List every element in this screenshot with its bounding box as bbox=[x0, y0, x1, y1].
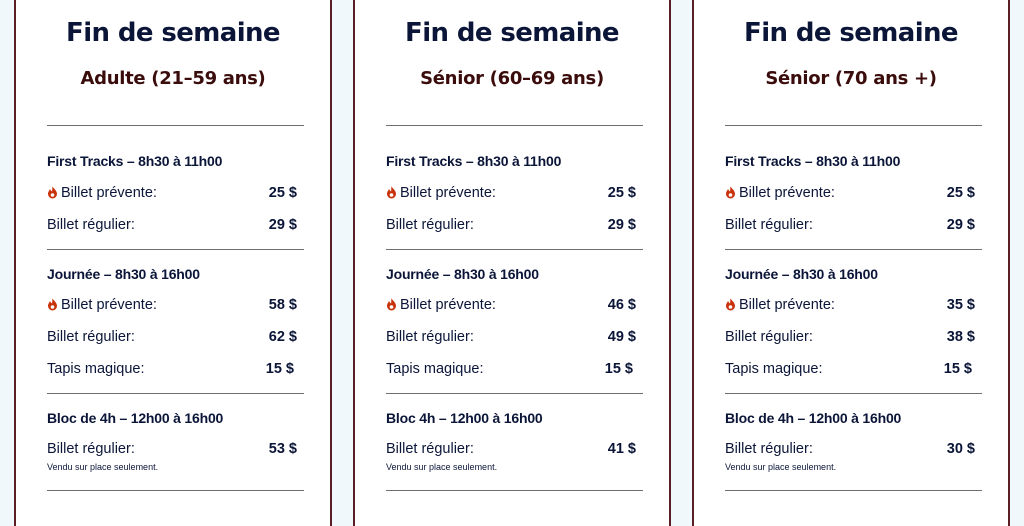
row-label: Billet régulier: bbox=[47, 441, 135, 457]
divider bbox=[386, 490, 643, 491]
divider bbox=[725, 393, 982, 394]
row-label bbox=[725, 297, 835, 313]
fire-icon bbox=[386, 298, 397, 311]
row-price: 29 $ bbox=[268, 217, 297, 233]
row-label bbox=[47, 297, 157, 313]
pricing-card-senior-60-69 bbox=[353, 0, 671, 526]
row-price: 25 $ bbox=[607, 185, 636, 201]
section-heading-journee: Journée – 8h30 à 16h00 bbox=[386, 266, 539, 282]
row-label-text: Billet prévente: bbox=[739, 185, 835, 201]
row-label: Billet régulier: bbox=[725, 329, 813, 345]
row-price: 49 $ bbox=[607, 329, 636, 345]
row-note: Vendu sur place seulement. bbox=[725, 462, 837, 472]
section-heading-journee: Journée – 8h30 à 16h00 bbox=[725, 266, 878, 282]
row-label: Billet régulier: bbox=[386, 329, 474, 345]
row-label bbox=[47, 185, 157, 201]
row-label: Billet régulier: bbox=[725, 217, 813, 233]
row-label bbox=[386, 297, 496, 313]
divider bbox=[47, 393, 304, 394]
card-title: Fin de semaine bbox=[744, 18, 958, 48]
divider bbox=[47, 125, 304, 126]
row-label-text: Billet prévente: bbox=[61, 297, 157, 313]
section-heading-first-tracks: First Tracks – 8h30 à 11h00 bbox=[725, 153, 901, 169]
row-price: 25 $ bbox=[268, 185, 297, 201]
fire-icon bbox=[725, 298, 736, 311]
fire-icon bbox=[725, 186, 736, 199]
pricing-card-adulte bbox=[14, 0, 332, 526]
divider bbox=[725, 249, 982, 250]
card-title: Fin de semaine bbox=[66, 18, 280, 48]
section-heading-bloc: Bloc 4h – 12h00 à 16h00 bbox=[386, 410, 543, 426]
row-label bbox=[725, 185, 835, 201]
row-price: 15 $ bbox=[604, 361, 633, 377]
section-heading-journee: Journée – 8h30 à 16h00 bbox=[47, 266, 200, 282]
row-label: Billet régulier: bbox=[47, 329, 135, 345]
card-subtitle: Adulte (21–59 ans) bbox=[80, 68, 266, 89]
row-price: 58 $ bbox=[268, 297, 297, 313]
row-label: Billet régulier: bbox=[386, 217, 474, 233]
divider bbox=[47, 490, 304, 491]
row-price: 53 $ bbox=[268, 441, 297, 457]
row-label: Billet régulier: bbox=[386, 441, 474, 457]
row-label: Billet régulier: bbox=[725, 441, 813, 457]
row-price: 46 $ bbox=[607, 297, 636, 313]
section-heading-bloc: Bloc de 4h – 12h00 à 16h00 bbox=[47, 410, 224, 426]
fire-icon bbox=[47, 298, 58, 311]
row-label: Tapis magique: bbox=[386, 361, 484, 377]
divider bbox=[725, 490, 982, 491]
divider bbox=[386, 393, 643, 394]
row-price: 15 $ bbox=[943, 361, 972, 377]
section-heading-first-tracks: First Tracks – 8h30 à 11h00 bbox=[47, 153, 223, 169]
row-price: 30 $ bbox=[946, 441, 975, 457]
row-label: Tapis magique: bbox=[47, 361, 145, 377]
row-label-text: Billet prévente: bbox=[739, 297, 835, 313]
row-label-text: Billet prévente: bbox=[400, 185, 496, 201]
fire-icon bbox=[386, 186, 397, 199]
section-heading-first-tracks: First Tracks – 8h30 à 11h00 bbox=[386, 153, 562, 169]
card-subtitle: Sénior (60–69 ans) bbox=[420, 68, 604, 89]
divider bbox=[725, 125, 982, 126]
card-subtitle: Sénior (70 ans +) bbox=[765, 68, 937, 89]
divider bbox=[47, 249, 304, 250]
card-title: Fin de semaine bbox=[405, 18, 619, 48]
fire-icon bbox=[47, 186, 58, 199]
row-price: 25 $ bbox=[946, 185, 975, 201]
row-price: 15 $ bbox=[265, 361, 294, 377]
row-label: Tapis magique: bbox=[725, 361, 823, 377]
section-heading-bloc: Bloc de 4h – 12h00 à 16h00 bbox=[725, 410, 902, 426]
divider bbox=[386, 125, 643, 126]
row-price: 62 $ bbox=[268, 329, 297, 345]
row-price: 38 $ bbox=[946, 329, 975, 345]
row-note: Vendu sur place seulement. bbox=[47, 462, 159, 472]
row-price: 29 $ bbox=[607, 217, 636, 233]
row-label bbox=[386, 185, 496, 201]
row-price: 35 $ bbox=[946, 297, 975, 313]
divider bbox=[386, 249, 643, 250]
row-price: 41 $ bbox=[607, 441, 636, 457]
row-label-text: Billet prévente: bbox=[61, 185, 157, 201]
row-price: 29 $ bbox=[946, 217, 975, 233]
row-label: Billet régulier: bbox=[47, 217, 135, 233]
row-label-text: Billet prévente: bbox=[400, 297, 496, 313]
pricing-card-senior-70-plus bbox=[692, 0, 1010, 526]
row-note: Vendu sur place seulement. bbox=[386, 462, 498, 472]
